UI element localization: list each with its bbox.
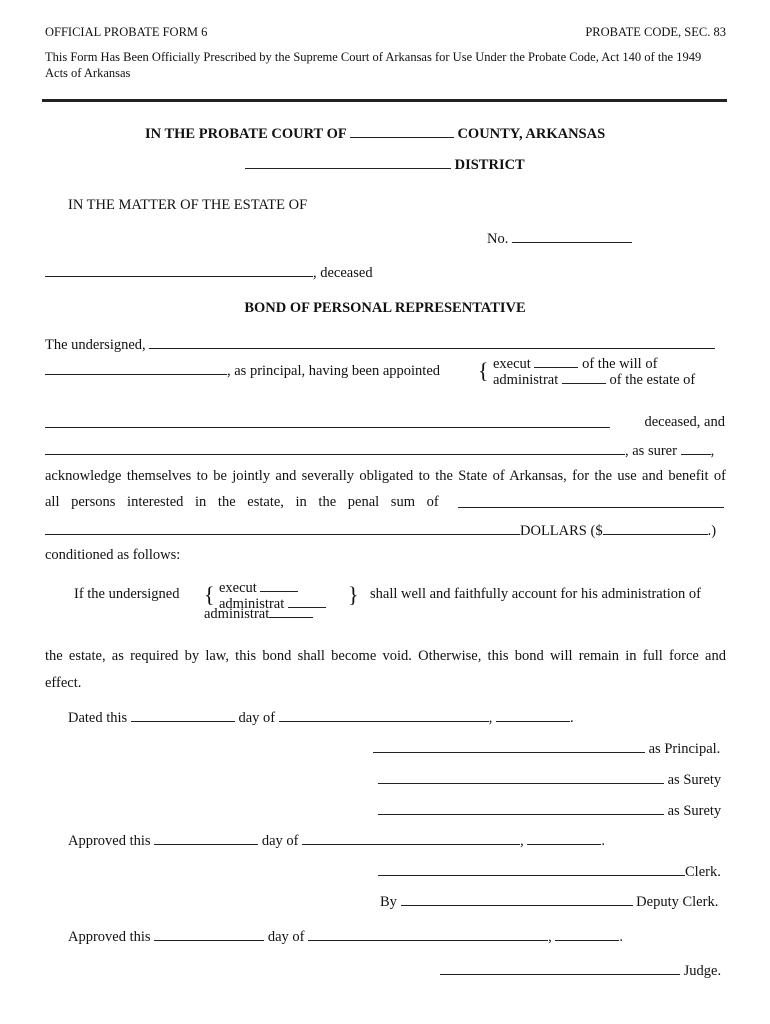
surety-signature-1 xyxy=(378,770,721,788)
of-estate-label: of the estate of xyxy=(609,372,696,388)
approved-month-field-2[interactable] xyxy=(308,927,548,941)
approved-this-label: Approved this xyxy=(68,833,151,849)
as-surety-label: as Surety xyxy=(667,803,722,819)
execut-label: execut xyxy=(493,356,531,372)
period: . xyxy=(601,833,605,849)
dated-this-label: Dated this xyxy=(68,710,128,726)
judge-signature-field[interactable] xyxy=(440,961,680,975)
execut-suffix-field-2[interactable] xyxy=(260,578,298,592)
approved-line-1 xyxy=(68,831,605,849)
county-field[interactable] xyxy=(350,124,454,138)
approved-year-field-1[interactable] xyxy=(527,831,601,845)
dated-day-field[interactable] xyxy=(131,708,235,722)
principal-line xyxy=(45,361,440,379)
approved-this-label: Approved this xyxy=(68,929,151,945)
conditioned-label: conditioned as follows: xyxy=(45,547,181,563)
of-will-label: of the will of xyxy=(582,356,658,372)
comma: , xyxy=(548,929,552,945)
deceased-label: , deceased xyxy=(313,265,373,281)
day-of-label: day of xyxy=(261,833,299,849)
surety-line xyxy=(45,441,714,459)
penal-sum-label: all persons interested in the estate, in the penal sum of xyxy=(45,494,439,510)
as-principal-label: , as principal, having been appointed xyxy=(227,363,441,379)
closing-brace-icon: } xyxy=(348,582,359,607)
court-prefix: IN THE PROBATE COURT OF xyxy=(145,126,347,142)
form-name: OFFICIAL PROBATE FORM 6 xyxy=(45,25,208,39)
district-field[interactable] xyxy=(245,155,451,169)
approved-day-field-2[interactable] xyxy=(154,927,264,941)
principal-name-field[interactable] xyxy=(149,335,715,349)
estate-line xyxy=(45,414,610,432)
as-principal-signature-label: as Principal. xyxy=(648,741,721,757)
dated-month-field[interactable] xyxy=(279,708,489,722)
dated-line xyxy=(68,708,574,726)
shall-account-text: shall well and faithfully account for his administration of xyxy=(370,586,702,602)
surety-signature-field-1[interactable] xyxy=(378,770,664,784)
court-line xyxy=(145,124,605,142)
surety-signature-field-2[interactable] xyxy=(378,801,664,815)
deputy-clerk-label: Deputy Clerk. xyxy=(636,894,719,910)
prescribed-text-1: This Form Has Been Officially Prescribed by the Supreme Court of Arkansas for Use Under the Probate Code, Act 140 of the 1949 xyxy=(45,50,702,64)
approved-day-field-1[interactable] xyxy=(154,831,258,845)
county-suffix: COUNTY, ARKANSAS xyxy=(457,126,606,142)
administrat-label: administrat xyxy=(493,372,559,388)
administrat-label: administrat xyxy=(219,596,285,612)
deceased-and-label: deceased, and xyxy=(644,414,725,430)
principal-signature xyxy=(373,739,720,757)
undersigned-label: The undersigned, xyxy=(45,337,146,353)
district-line xyxy=(245,155,525,173)
comma: , xyxy=(488,710,493,726)
brace-icon: { xyxy=(478,358,489,383)
administrat-suffix-field[interactable] xyxy=(562,370,606,384)
clerk-signature-field[interactable] xyxy=(378,862,685,876)
administrat-suffix-field-3[interactable] xyxy=(269,604,313,618)
administrator-option xyxy=(493,370,695,388)
matter-label: IN THE MATTER OF THE ESTATE OF xyxy=(68,197,308,213)
deceased-name-field[interactable] xyxy=(45,263,313,277)
penal-sum-line xyxy=(45,494,726,510)
prescribed-text-2: Acts of Arkansas xyxy=(45,66,131,80)
acknowledge-text: acknowledge themselves to be jointly and severally obligated to the State of Arkansas, for the use and benefit of xyxy=(45,468,726,484)
as-surer-label: , as surer xyxy=(625,443,677,459)
no-label: No. xyxy=(487,231,509,247)
case-number xyxy=(487,229,632,247)
if-undersigned-label: If the undersigned xyxy=(74,586,180,602)
header-divider xyxy=(42,99,727,102)
surety-signature-2 xyxy=(378,801,721,819)
penal-sum-words-field[interactable] xyxy=(458,494,724,508)
by-label: By xyxy=(380,894,397,910)
period: . xyxy=(569,710,574,726)
estate-void-text: the estate, as required by law, this bond shall become void. Otherwise, this bond will remain in full force and xyxy=(45,648,726,664)
dated-year-field[interactable] xyxy=(496,708,570,722)
probate-code: PROBATE CODE, SEC. 83 xyxy=(585,25,726,39)
brace-icon: { xyxy=(204,582,215,607)
penal-sum-words-field-2[interactable] xyxy=(45,521,520,535)
surety-name-field[interactable] xyxy=(45,441,625,455)
estate-name-field[interactable] xyxy=(45,414,610,428)
close-paren: .) xyxy=(707,523,717,539)
judge-signature xyxy=(440,961,721,979)
effect-text: effect. xyxy=(45,675,82,691)
document-title: BOND OF PERSONAL REPRESENTATIVE xyxy=(244,300,526,316)
clerk-signature xyxy=(378,862,721,880)
comma: , xyxy=(710,443,715,459)
as-surety-label: as Surety xyxy=(667,772,722,788)
case-number-field[interactable] xyxy=(512,229,632,243)
execut-label: execut xyxy=(219,580,257,596)
principal-name-field-2[interactable] xyxy=(45,361,227,375)
execut-suffix-field[interactable] xyxy=(534,354,578,368)
comma: , xyxy=(520,833,524,849)
day-of-label: day of xyxy=(267,929,305,945)
undersigned-line xyxy=(45,335,715,353)
penal-sum-amount-field[interactable] xyxy=(603,521,708,535)
surer-suffix-field[interactable] xyxy=(681,441,711,455)
administrat-label: administrat xyxy=(204,606,270,622)
deceased-line xyxy=(45,263,373,281)
approved-month-field-1[interactable] xyxy=(302,831,520,845)
deputy-clerk-signature-field[interactable] xyxy=(401,892,633,906)
judge-label: Judge. xyxy=(683,963,722,979)
clerk-label: Clerk. xyxy=(685,864,721,880)
dollars-line xyxy=(45,521,716,539)
deputy-clerk-signature xyxy=(380,892,718,910)
principal-signature-field[interactable] xyxy=(373,739,645,753)
approved-line-2 xyxy=(68,927,623,945)
approved-year-field-2[interactable] xyxy=(555,927,619,941)
day-of-label: day of xyxy=(238,710,276,726)
period: . xyxy=(619,929,623,945)
district-label: DISTRICT xyxy=(454,157,525,173)
administrat-option-3 xyxy=(204,604,313,622)
dollars-label: DOLLARS ($ xyxy=(520,523,603,539)
